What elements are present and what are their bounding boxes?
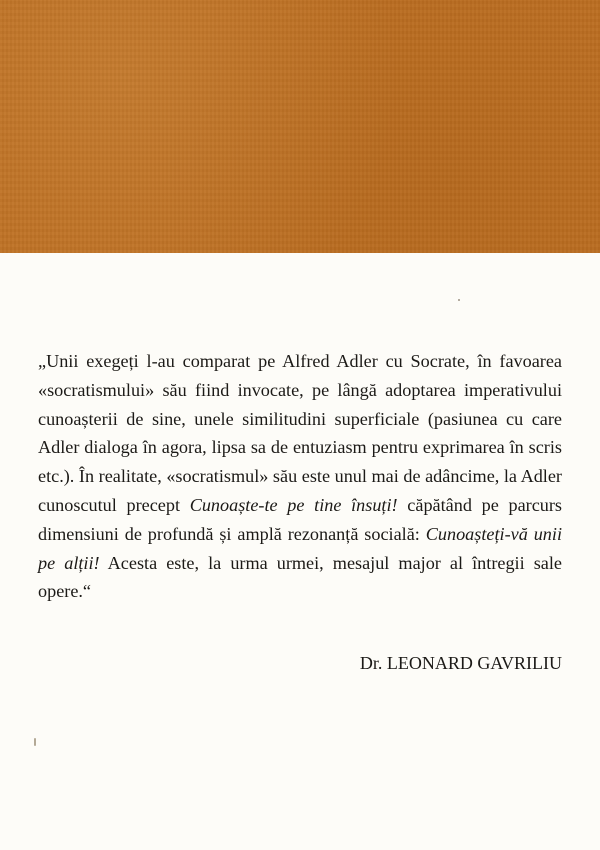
paper-mark: [34, 738, 36, 746]
quote-italic-know-yourself: Cunoaște-te pe tine însuți!: [189, 494, 398, 515]
paper-speck: [458, 299, 460, 301]
quote-paragraph: [38, 347, 562, 606]
quote-text-intro: „Unii exegeți l-au comparat pe Alfred Adler cu Socrate, în favoarea «socratismului» său fiind invocate, pe lângă adoptarea imperativului cunoașterii de sine, unele similitudini superficiale (pasiunea cu care Adler dialoga în agora, lipsa sa de entuziasm pentru exprimarea în scris etc.). În realitate, «socratismul» său este unul mai de adâncime, la Adler cunoscutul precept: [38, 351, 562, 515]
quote-text-middle: căpătând pe parcurs dimensiuni de profundă și amplă rezonanță socială:: [38, 494, 563, 544]
quote-italic-know-each-other: Cunoașteți-vă unii pe alții!: [38, 523, 562, 573]
quote-author: Dr. LEONARD GAVRILIU: [359, 653, 562, 673]
cover-color-band: [0, 0, 600, 253]
text-page: [0, 253, 600, 850]
quote-text-ending: Acesta este, la urma urmei, mesajul major al întregii sale opere.“: [38, 552, 562, 602]
